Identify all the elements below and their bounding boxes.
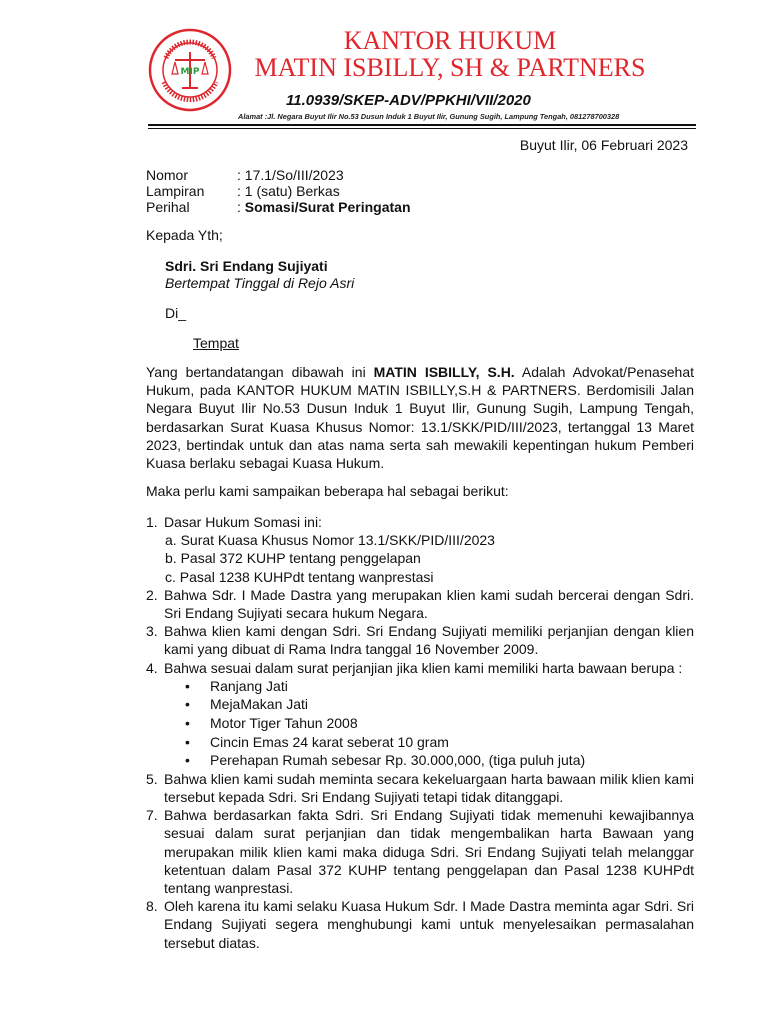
recipient-residence: Bertempat Tinggal di Rejo Asri [165, 275, 355, 291]
perihal-colon: : [237, 199, 245, 215]
svg-text:MIP: MIP [180, 67, 200, 77]
item-text: Bahwa berdasarkan fakta Sdri. Sri Endang Sujiyati tidak memenuhi kewajibannya sesuai dalam surat perjanjian dan tidak mengembalikan harta Bawaan yang merupakan milik klien kami maka diduga Sdri. Sri Endang Sujiyati telah melanggar ketentuan dalam Pasal 372 KUHP tentang penggelapan dan Pasal 1238 KUHPdt tentang wanprestasi. [164, 807, 694, 897]
nomor-label: Nomor [146, 167, 189, 183]
header-rule-thin [148, 128, 696, 129]
bullet-icon: • [185, 752, 190, 769]
opening-paragraph [146, 363, 694, 472]
nomor-row [146, 167, 411, 183]
lampiran-row [146, 183, 411, 199]
sub-item-c: c. Pasal 1238 KUHPdt tentang wanprestasi [165, 568, 434, 585]
greeting: Kepada Yth; [146, 227, 223, 243]
office-address: Alamat :Jl. Negara Buyut Ilir No.53 Dusun Induk 1 Buyut Ilir, Gunung Sugih, Lampung Tengah, 081278700328 [238, 112, 620, 121]
item-number: 4. [146, 659, 158, 676]
asset-text: Perehapan Rumah sebesar Rp. 30.000,000, (tiga puluh juta) [210, 752, 586, 769]
item-number: 2. [146, 586, 158, 603]
header-rule-thick [148, 124, 696, 126]
item-number: 8. [146, 898, 158, 915]
recipient-di: Di_ [165, 305, 187, 321]
asset-text: MejaMakan Jati [210, 696, 309, 713]
item-number: 5. [146, 770, 158, 787]
recipient-name: Sdri. Sri Endang Sujiyati [165, 258, 328, 274]
asset-item [146, 695, 694, 714]
opening-text-before: Yang bertandatangan dibawah ini [146, 364, 374, 380]
letter-meta [146, 167, 411, 215]
points-list [146, 513, 694, 952]
office-name: KANTOR HUKUM [343, 26, 557, 55]
perihal-label: Perihal [146, 199, 190, 215]
item-text: Bahwa klien kami sudah meminta secara kekeluargaan harta bawaan milik klien kami tersebut kepada Sdri. Sri Endang Sujiyati tetapi tidak ditanggapi. [164, 770, 694, 805]
bullet-icon: • [185, 677, 190, 694]
list-item [146, 897, 694, 952]
item-number: 3. [146, 623, 158, 640]
asset-text: Motor Tiger Tahun 2008 [210, 715, 358, 732]
item-text: Dasar Hukum Somasi ini: [164, 514, 322, 530]
law-office-seal [148, 28, 232, 112]
item-number: 7. [146, 807, 158, 824]
office-partners: MATIN ISBILLY, SH & PARTNERS [254, 53, 646, 82]
asset-text: Ranjang Jati [210, 677, 288, 694]
item-number: 1. [146, 514, 158, 530]
perihal-value: Somasi/Surat Peringatan [244, 199, 411, 215]
recipient-tempat: Tempat [193, 335, 239, 351]
list-item [146, 586, 694, 622]
list-item [146, 659, 694, 677]
registration-number: 11.0939/SKEP-ADV/PPKHI/VII/2020 [286, 92, 531, 109]
bullet-icon: • [185, 715, 190, 732]
asset-item [146, 751, 694, 770]
asset-item [146, 677, 694, 696]
asset-item [146, 714, 694, 733]
list-item [146, 770, 694, 806]
item-text: Oleh karena itu kami selaku Kuasa Hukum Sdr. I Made Dastra meminta agar Sdri. Sri Endang Sujiyati segera menghubungi kami untuk menyelesaikan permasalahan tersebut diatas. [164, 898, 694, 951]
item-text: Bahwa klien kami dengan Sdri. Sri Endang Sujiyati memiliki perjanjian dengan klien kami yang dibuat di Rama Indra tanggal 16 November 2009. [164, 623, 694, 658]
list-item [146, 513, 694, 531]
intro-points: Maka perlu kami sampaikan beberapa hal sebagai berikut: [146, 483, 509, 499]
place-date: Buyut Ilir, 06 Februari 2023 [519, 137, 688, 153]
sub-item-a: a. Surat Kuasa Khusus Nomor 13.1/SKK/PID/III/2023 [165, 532, 495, 549]
perihal-row [146, 199, 411, 215]
bullet-icon: • [185, 733, 190, 750]
lampiran-value: : 1 (satu) Berkas [237, 183, 340, 199]
item-text: Bahwa sesuai dalam surat perjanjian jika klien kami memiliki harta bawaan berupa : [164, 659, 683, 676]
list-item [146, 622, 694, 658]
lampiran-label: Lampiran [146, 183, 205, 199]
asset-item [146, 733, 694, 752]
item-text: Bahwa Sdr. I Made Dastra yang merupakan klien kami sudah bercerai dengan Sdri. Sri Endang Sujiyati secara hukum Negara. [164, 586, 694, 622]
asset-text: Cincin Emas 24 karat seberat 10 gram [210, 733, 449, 750]
signatory-name: MATIN ISBILLY, S.H. [373, 364, 515, 380]
list-item [146, 806, 694, 897]
opening-text-after: Adalah Advokat/Penasehat Hukum, pada KANTOR HUKUM MATIN ISBILLY,S.H & PARTNERS. Berdomisili Jalan Negara Buyut Ilir No.53 Dusun Induk 1 Buyut Ilir, Gunung Sugih, Lampung Tengah, berdasarkan Surat Kuasa Khusus Nomor: 13.1/SKK/PID/III/2023, tertanggal 13 Maret 2023, bertindak untuk dan atas nama serta sah mewakili kepentingan hukum Pemberi Kuasa berlaku sebagai Kuasa Hukum. [146, 364, 695, 472]
bullet-icon: • [185, 696, 190, 713]
nomor-value: : 17.1/So/III/2023 [237, 167, 344, 183]
sub-item-b: b. Pasal 372 KUHP tentang penggelapan [165, 550, 421, 567]
